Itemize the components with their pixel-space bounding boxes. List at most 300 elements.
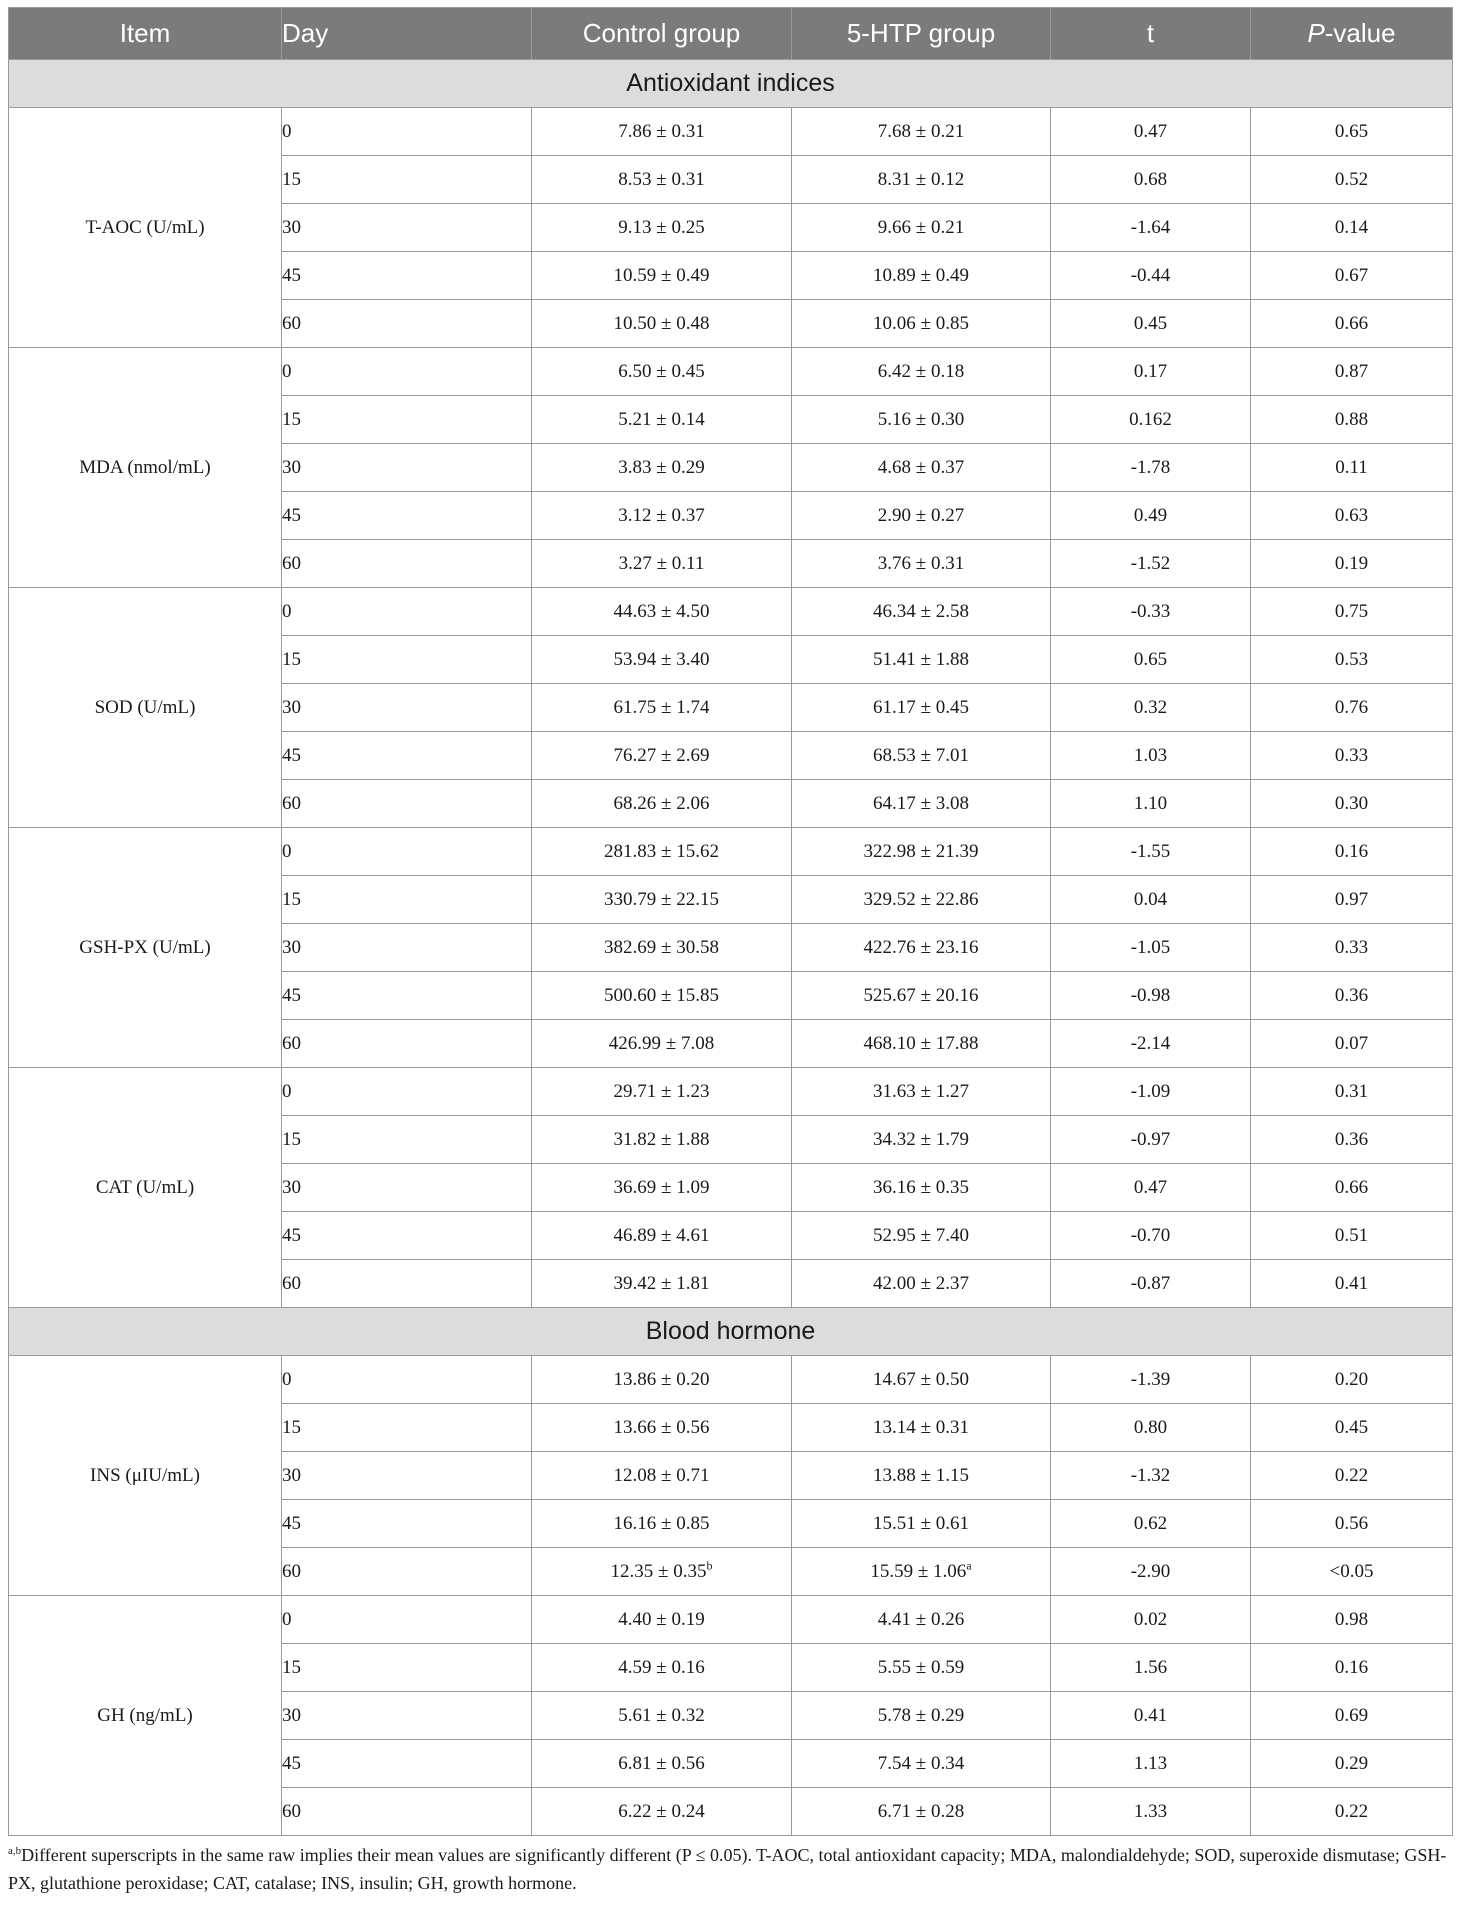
htp-cell — [792, 252, 1051, 300]
p-cell — [1251, 1260, 1453, 1308]
htp-cell — [792, 972, 1051, 1020]
day-cell-value: 60 — [282, 1560, 301, 1582]
t-cell-value: 0.80 — [1133, 1416, 1168, 1438]
control-cell-value: 4.59 ± 0.16 — [618, 1656, 705, 1678]
t-cell-value: 0.17 — [1133, 360, 1168, 382]
control-cell-value: 9.13 ± 0.25 — [618, 216, 705, 238]
day-cell — [282, 108, 532, 156]
item-cell: SOD (U/mL) — [9, 588, 282, 828]
day-cell-value: 0 — [282, 1080, 292, 1102]
control-cell-value: 426.99 ± 7.08 — [608, 1032, 715, 1054]
day-cell — [282, 732, 532, 780]
table-row — [9, 1596, 1453, 1644]
t-cell-value: 1.33 — [1133, 1800, 1168, 1822]
control-cell — [532, 1164, 792, 1212]
p-cell — [1251, 636, 1453, 684]
table-row — [9, 348, 1453, 396]
day-cell — [282, 1452, 532, 1500]
control-cell-value: 16.16 ± 0.85 — [613, 1512, 710, 1534]
p-cell — [1251, 1596, 1453, 1644]
htp-cell-value: 42.00 ± 2.37 — [873, 1272, 969, 1294]
htp-cell-value: 322.98 ± 21.39 — [863, 840, 979, 862]
t-cell-value: -0.70 — [1130, 1224, 1171, 1246]
day-cell — [282, 252, 532, 300]
t-cell-value: -2.90 — [1130, 1560, 1171, 1582]
htp-cell — [792, 924, 1051, 972]
day-cell — [282, 204, 532, 252]
htp-cell — [792, 636, 1051, 684]
p-cell-value: 0.20 — [1334, 1368, 1369, 1390]
p-cell-value: 0.97 — [1334, 888, 1369, 910]
day-cell-value: 60 — [282, 312, 301, 334]
control-cell — [532, 1116, 792, 1164]
htp-cell — [792, 1548, 1051, 1596]
t-cell — [1051, 396, 1251, 444]
day-cell — [282, 540, 532, 588]
p-cell-value: 0.88 — [1334, 408, 1369, 430]
p-cell — [1251, 1692, 1453, 1740]
htp-cell-value: 4.41 ± 0.26 — [877, 1608, 965, 1630]
day-cell-value: 15 — [282, 168, 301, 190]
htp-cell-value: 5.55 ± 0.59 — [877, 1656, 965, 1678]
htp-cell — [792, 780, 1051, 828]
p-cell — [1251, 1548, 1453, 1596]
p-cell-value: 0.19 — [1334, 552, 1369, 574]
day-cell — [282, 348, 532, 396]
day-cell-value: 15 — [282, 1128, 301, 1150]
table-container — [8, 7, 1452, 1897]
day-cell-value: 60 — [282, 552, 301, 574]
t-cell — [1051, 588, 1251, 636]
header-p-suffix: -value — [1324, 18, 1396, 48]
control-cell — [532, 1212, 792, 1260]
section-title: Blood hormone — [9, 1308, 1453, 1356]
t-cell-value: -1.55 — [1130, 840, 1171, 862]
control-cell — [532, 972, 792, 1020]
control-cell — [532, 444, 792, 492]
control-cell — [532, 540, 792, 588]
header-t: t — [1051, 8, 1251, 60]
t-cell-value: 0.47 — [1133, 1176, 1168, 1198]
t-cell — [1051, 204, 1251, 252]
control-cell — [532, 636, 792, 684]
control-cell — [532, 1644, 792, 1692]
t-cell-value: 0.32 — [1133, 696, 1168, 718]
control-cell — [532, 1740, 792, 1788]
control-cell — [532, 1452, 792, 1500]
htp-cell — [792, 1404, 1051, 1452]
p-cell-value: 0.22 — [1334, 1464, 1369, 1486]
control-cell — [532, 780, 792, 828]
t-cell-value: -0.33 — [1130, 600, 1171, 622]
htp-cell-value: 525.67 ± 20.16 — [863, 984, 979, 1006]
item-cell: INS (μIU/mL) — [9, 1356, 282, 1596]
t-cell — [1051, 924, 1251, 972]
p-cell-value: 0.36 — [1334, 1128, 1369, 1150]
control-cell-value: 76.27 ± 2.69 — [613, 744, 710, 766]
p-cell — [1251, 540, 1453, 588]
day-cell — [282, 1212, 532, 1260]
p-cell — [1251, 300, 1453, 348]
htp-cell-value: 5.78 ± 0.29 — [877, 1704, 965, 1726]
control-cell — [532, 156, 792, 204]
htp-cell — [792, 1500, 1051, 1548]
p-cell-value: 0.07 — [1334, 1032, 1369, 1054]
htp-cell — [792, 444, 1051, 492]
htp-cell — [792, 1116, 1051, 1164]
htp-cell — [792, 1596, 1051, 1644]
control-cell — [532, 300, 792, 348]
p-cell-value: 0.63 — [1334, 504, 1369, 526]
control-cell-value: 6.50 ± 0.45 — [618, 360, 705, 382]
p-cell — [1251, 1644, 1453, 1692]
control-cell-value: 5.61 ± 0.32 — [618, 1704, 705, 1726]
control-cell — [532, 1788, 792, 1836]
day-cell — [282, 1500, 532, 1548]
p-cell — [1251, 1164, 1453, 1212]
htp-cell — [792, 300, 1051, 348]
t-cell — [1051, 1692, 1251, 1740]
p-cell — [1251, 156, 1453, 204]
day-cell-value: 0 — [282, 600, 292, 622]
t-cell — [1051, 876, 1251, 924]
control-cell — [532, 876, 792, 924]
p-cell — [1251, 1356, 1453, 1404]
t-cell-value: -0.44 — [1130, 264, 1171, 286]
p-cell — [1251, 972, 1453, 1020]
day-cell-value: 15 — [282, 408, 301, 430]
table-row — [9, 1356, 1453, 1404]
day-cell — [282, 636, 532, 684]
htp-cell-value: 329.52 ± 22.86 — [863, 888, 979, 910]
t-cell — [1051, 780, 1251, 828]
day-cell — [282, 924, 532, 972]
control-cell — [532, 348, 792, 396]
t-cell-value: 0.02 — [1133, 1608, 1168, 1630]
control-cell — [532, 828, 792, 876]
item-cell: GH (ng/mL) — [9, 1596, 282, 1836]
day-cell — [282, 1260, 532, 1308]
p-cell — [1251, 732, 1453, 780]
control-cell-value: 3.27 ± 0.11 — [618, 552, 705, 574]
p-cell — [1251, 1020, 1453, 1068]
section-row — [9, 60, 1453, 108]
t-cell-value: -0.97 — [1130, 1128, 1171, 1150]
t-cell-value: 1.03 — [1133, 744, 1168, 766]
control-cell — [532, 1596, 792, 1644]
htp-cell — [792, 1260, 1051, 1308]
t-cell — [1051, 492, 1251, 540]
p-cell-value: 0.56 — [1334, 1512, 1369, 1534]
t-cell-value: -0.98 — [1130, 984, 1171, 1006]
p-cell-value: 0.66 — [1334, 1176, 1369, 1198]
t-cell-value: -1.32 — [1130, 1464, 1171, 1486]
day-cell — [282, 972, 532, 1020]
t-cell — [1051, 1212, 1251, 1260]
htp-cell — [792, 396, 1051, 444]
p-cell-value: 0.75 — [1334, 600, 1369, 622]
htp-cell-value: 36.16 ± 0.35 — [873, 1176, 969, 1198]
t-cell — [1051, 1020, 1251, 1068]
t-cell — [1051, 1596, 1251, 1644]
htp-cell-value: 15.51 ± 0.61 — [873, 1512, 969, 1534]
htp-cell — [792, 204, 1051, 252]
p-cell-value: 0.36 — [1334, 984, 1369, 1006]
day-cell-value: 30 — [282, 456, 301, 478]
control-cell — [532, 204, 792, 252]
htp-cell-value: 7.68 ± 0.21 — [877, 120, 965, 142]
section-title: Antioxidant indices — [9, 60, 1453, 108]
t-cell — [1051, 684, 1251, 732]
day-cell-value: 60 — [282, 1272, 301, 1294]
p-cell — [1251, 684, 1453, 732]
htp-cell-value: 31.63 ± 1.27 — [873, 1080, 969, 1102]
day-cell — [282, 444, 532, 492]
p-cell — [1251, 108, 1453, 156]
footnote — [8, 1841, 1452, 1897]
t-cell-value: -1.05 — [1130, 936, 1171, 958]
control-cell-value: 13.86 ± 0.20 — [613, 1368, 710, 1390]
t-cell-value: -1.52 — [1130, 552, 1171, 574]
day-cell-value: 15 — [282, 888, 301, 910]
t-cell — [1051, 636, 1251, 684]
day-cell — [282, 1356, 532, 1404]
day-cell-value: 15 — [282, 1416, 301, 1438]
p-cell-value: 0.41 — [1334, 1272, 1369, 1294]
t-cell — [1051, 1164, 1251, 1212]
t-cell — [1051, 972, 1251, 1020]
day-cell-value: 0 — [282, 840, 292, 862]
control-cell-value: 7.86 ± 0.31 — [618, 120, 705, 142]
htp-cell-value: 68.53 ± 7.01 — [873, 744, 969, 766]
p-cell-value: 0.69 — [1334, 1704, 1369, 1726]
p-cell-value: 0.66 — [1334, 312, 1369, 334]
p-cell — [1251, 588, 1453, 636]
item-cell: MDA (nmol/mL) — [9, 348, 282, 588]
footnote-text: Different superscripts in the same raw implies their mean values are significantly different (P ≤ 0.05). T-AOC, total antioxidant capacity; MDA, malondialdehyde; SOD, superoxide dismutase; GSH-PX, glutathione peroxidase; CAT, catalase; INS, insulin; GH, growth hormone. — [8, 1845, 1447, 1893]
htp-cell-value: 6.42 ± 0.18 — [877, 360, 965, 382]
t-cell — [1051, 1260, 1251, 1308]
htp-cell — [792, 588, 1051, 636]
htp-cell-value: 422.76 ± 23.16 — [863, 936, 979, 958]
control-cell-value: 8.53 ± 0.31 — [618, 168, 705, 190]
htp-cell — [792, 1740, 1051, 1788]
htp-cell-value: 2.90 ± 0.27 — [877, 504, 965, 526]
t-cell-value: -1.64 — [1130, 216, 1171, 238]
p-cell-value: 0.11 — [1335, 456, 1368, 478]
day-cell-value: 30 — [282, 936, 301, 958]
htp-cell-value: 5.16 ± 0.30 — [877, 408, 965, 430]
control-cell-value: 53.94 ± 3.40 — [613, 648, 710, 670]
t-cell — [1051, 1788, 1251, 1836]
t-cell-value: 0.45 — [1133, 312, 1168, 334]
htp-cell-value: 10.89 ± 0.49 — [873, 264, 969, 286]
htp-cell — [792, 828, 1051, 876]
day-cell-value: 60 — [282, 792, 301, 814]
day-cell — [282, 1404, 532, 1452]
p-cell — [1251, 1116, 1453, 1164]
day-cell — [282, 1548, 532, 1596]
control-cell — [532, 732, 792, 780]
day-cell-value: 45 — [282, 744, 301, 766]
control-cell-value: 46.89 ± 4.61 — [613, 1224, 710, 1246]
data-table — [8, 7, 1453, 1836]
p-cell-value: 0.16 — [1334, 1656, 1369, 1678]
day-cell-value: 15 — [282, 648, 301, 670]
p-cell-value: 0.33 — [1334, 744, 1369, 766]
control-cell — [532, 1020, 792, 1068]
htp-cell-value: 46.34 ± 2.58 — [873, 600, 969, 622]
control-cell — [532, 1404, 792, 1452]
day-cell-value: 0 — [282, 1368, 292, 1390]
t-cell — [1051, 1740, 1251, 1788]
p-cell-value: 0.67 — [1334, 264, 1369, 286]
t-cell — [1051, 348, 1251, 396]
day-cell-value: 60 — [282, 1800, 301, 1822]
control-cell-value: 5.21 ± 0.14 — [618, 408, 705, 430]
p-cell-value: 0.51 — [1334, 1224, 1369, 1246]
p-cell — [1251, 252, 1453, 300]
t-cell — [1051, 1116, 1251, 1164]
control-cell — [532, 108, 792, 156]
t-cell — [1051, 1548, 1251, 1596]
t-cell — [1051, 252, 1251, 300]
control-cell-value: 6.81 ± 0.56 — [618, 1752, 705, 1774]
control-cell-value: 68.26 ± 2.06 — [613, 792, 710, 814]
t-cell — [1051, 1500, 1251, 1548]
header-day: Day — [282, 8, 532, 60]
p-cell — [1251, 1404, 1453, 1452]
t-cell-value: -1.39 — [1130, 1368, 1171, 1390]
p-cell — [1251, 444, 1453, 492]
day-cell — [282, 492, 532, 540]
p-cell-value: 0.45 — [1334, 1416, 1369, 1438]
control-cell — [532, 1548, 792, 1596]
t-cell-value: -0.87 — [1130, 1272, 1171, 1294]
day-cell-value: 30 — [282, 1176, 301, 1198]
control-cell-value: 10.50 ± 0.48 — [613, 312, 710, 334]
p-cell — [1251, 492, 1453, 540]
t-cell-value: 0.162 — [1129, 408, 1172, 430]
htp-cell — [792, 1356, 1051, 1404]
t-cell — [1051, 444, 1251, 492]
p-cell-value: 0.29 — [1334, 1752, 1369, 1774]
htp-cell — [792, 732, 1051, 780]
htp-cell-value: 468.10 ± 17.88 — [863, 1032, 979, 1054]
p-cell-value: 0.14 — [1334, 216, 1369, 238]
t-cell-value: -1.09 — [1130, 1080, 1171, 1102]
t-cell-value: 1.10 — [1133, 792, 1168, 814]
p-cell — [1251, 396, 1453, 444]
p-cell-value: 0.98 — [1334, 1608, 1369, 1630]
p-cell-value: 0.76 — [1334, 696, 1369, 718]
day-cell — [282, 1116, 532, 1164]
day-cell — [282, 780, 532, 828]
htp-cell — [792, 1788, 1051, 1836]
day-cell-value: 30 — [282, 216, 301, 238]
day-cell-value: 60 — [282, 1032, 301, 1054]
control-cell-value: 281.83 ± 15.62 — [604, 840, 719, 862]
htp-cell-value: 13.14 ± 0.31 — [873, 1416, 969, 1438]
htp-cell — [792, 1212, 1051, 1260]
day-cell — [282, 828, 532, 876]
p-cell — [1251, 1452, 1453, 1500]
t-cell — [1051, 732, 1251, 780]
control-cell-value: 6.22 ± 0.24 — [618, 1800, 705, 1822]
t-cell — [1051, 1068, 1251, 1116]
control-cell-value: 39.42 ± 1.81 — [613, 1272, 710, 1294]
htp-cell — [792, 492, 1051, 540]
htp-cell — [792, 156, 1051, 204]
htp-cell-value: 13.88 ± 1.15 — [873, 1464, 969, 1486]
htp-cell — [792, 1020, 1051, 1068]
day-cell — [282, 156, 532, 204]
control-cell-value: 31.82 ± 1.88 — [613, 1128, 710, 1150]
htp-cell-value: 6.71 ± 0.28 — [877, 1800, 965, 1822]
control-cell — [532, 684, 792, 732]
control-cell — [532, 1692, 792, 1740]
t-cell-value: -1.78 — [1130, 456, 1171, 478]
p-cell-value: 0.31 — [1334, 1080, 1369, 1102]
day-cell — [282, 876, 532, 924]
p-cell-value: 0.52 — [1334, 168, 1369, 190]
day-cell-value: 0 — [282, 360, 292, 382]
day-cell-value: 45 — [282, 984, 301, 1006]
header-p-value — [1251, 8, 1453, 60]
p-cell — [1251, 1500, 1453, 1548]
control-cell-value: 3.12 ± 0.37 — [618, 504, 705, 526]
htp-cell — [792, 1164, 1051, 1212]
item-cell: CAT (U/mL) — [9, 1068, 282, 1308]
day-cell-value: 45 — [282, 1512, 301, 1534]
p-cell-value: 0.22 — [1334, 1800, 1369, 1822]
t-cell-value: 1.13 — [1133, 1752, 1168, 1774]
control-cell — [532, 492, 792, 540]
day-cell — [282, 1788, 532, 1836]
day-cell-value: 30 — [282, 1704, 301, 1726]
day-cell — [282, 1740, 532, 1788]
t-cell — [1051, 1452, 1251, 1500]
t-cell-value: 0.04 — [1133, 888, 1168, 910]
control-cell — [532, 1260, 792, 1308]
section-row — [9, 1308, 1453, 1356]
day-cell-value: 45 — [282, 504, 301, 526]
control-cell-value: 3.83 ± 0.29 — [618, 456, 705, 478]
p-cell — [1251, 876, 1453, 924]
table-body — [9, 60, 1453, 1836]
htp-cell-value: 9.66 ± 0.21 — [877, 216, 965, 238]
item-cell: T-AOC (U/mL) — [9, 108, 282, 348]
table-row — [9, 588, 1453, 636]
t-cell-value: 0.49 — [1133, 504, 1168, 526]
day-cell-value: 0 — [282, 120, 292, 142]
p-cell — [1251, 924, 1453, 972]
htp-cell-value: 14.67 ± 0.50 — [873, 1368, 969, 1390]
day-cell-value: 30 — [282, 696, 301, 718]
t-cell-value: 0.62 — [1133, 1512, 1168, 1534]
p-cell-value: 0.30 — [1334, 792, 1369, 814]
p-cell-value: 0.33 — [1334, 936, 1369, 958]
htp-cell-value: 64.17 ± 3.08 — [873, 792, 969, 814]
t-cell-value: 1.56 — [1133, 1656, 1168, 1678]
p-cell — [1251, 204, 1453, 252]
htp-cell — [792, 1068, 1051, 1116]
table-row — [9, 108, 1453, 156]
day-cell-value: 45 — [282, 264, 301, 286]
day-cell-value: 0 — [282, 1608, 292, 1630]
control-cell — [532, 924, 792, 972]
p-cell-value: 0.65 — [1334, 120, 1369, 142]
